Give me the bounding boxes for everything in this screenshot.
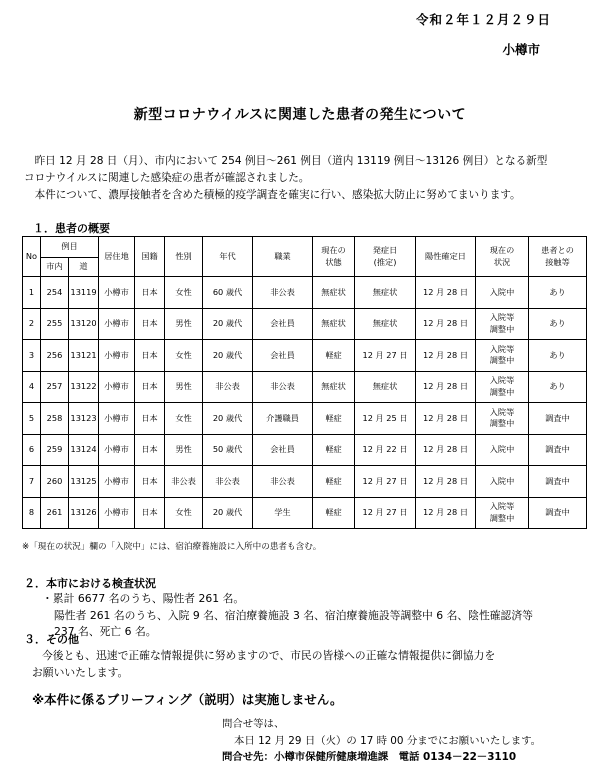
cell-situation [476,308,529,340]
contact-header-l1: 患者との [541,245,574,255]
cell-nationality: 日本 [135,497,165,529]
cell-status: 軽症 [313,340,355,372]
cell-no: 5 [23,403,41,435]
cell-confirmed: 12 月 28 日 [416,403,476,435]
col-header-no: No [23,237,41,277]
situation-line-1: 入院等 [489,406,515,417]
cell-age: 非公表 [203,371,253,403]
cell-no: 4 [23,371,41,403]
cell-pref-case: 13126 [69,497,99,529]
col-header-confirmed: 陽性確定日 [416,237,476,277]
cell-situation [476,466,529,498]
col-header-status [313,237,355,277]
other-line-2: お願いいたします。 [32,665,129,679]
table-row [23,308,587,340]
release-date: 令和２年１２月２９日 [415,12,551,27]
cell-sex: 非公表 [165,466,203,498]
col-header-onset [355,237,416,277]
cell-sex: 男性 [165,308,203,340]
cell-pref-case: 13123 [69,403,99,435]
cell-sex: 男性 [165,371,203,403]
cell-status: 無症状 [313,308,355,340]
cell-contact: 調査中 [529,497,587,529]
cell-no: 1 [23,277,41,309]
intro-paragraph [24,153,584,204]
cell-sex: 女性 [165,497,203,529]
col-header-contact [529,237,587,277]
cell-onset: 無症状 [355,277,416,309]
cell-onset: 12 月 25 日 [355,403,416,435]
col-header-sex: 性別 [165,237,203,277]
cell-sex: 女性 [165,403,203,435]
cell-city-case: 255 [41,308,69,340]
cell-age: 非公表 [203,466,253,498]
col-header-city-case: 市内 [41,258,69,277]
table-row [23,403,587,435]
situation-header-l2: 状況 [493,256,511,267]
status-header-l1: 現在の [321,245,346,255]
intro-line-2: コロナウイルスに関連した感染症の患者が確認されました。 [24,172,310,184]
col-header-situation [476,237,529,277]
table-row [23,434,587,466]
cell-pref-case: 13121 [69,340,99,372]
cell-residence: 小樽市 [99,277,135,309]
cell-onset: 12 月 27 日 [355,497,416,529]
cell-city-case: 258 [41,403,69,435]
cell-contact: 調査中 [529,466,587,498]
cell-pref-case: 13120 [69,308,99,340]
testing-line-1: ・累計 6677 名のうち、陽性者 261 名。 [42,592,245,605]
cell-occupation: 非公表 [253,277,313,309]
cell-sex: 女性 [165,340,203,372]
cell-sex: 女性 [165,277,203,309]
cell-age: 20 歳代 [203,403,253,435]
table-row [23,340,587,372]
cell-status: 無症状 [313,371,355,403]
cell-contact: あり [529,308,587,340]
cell-confirmed: 12 月 28 日 [416,371,476,403]
situation-line-1: 入院等 [489,501,515,512]
table-row [23,277,587,309]
cell-occupation: 介護職員 [253,403,313,435]
cell-status: 軽症 [313,466,355,498]
cell-onset: 12 月 22 日 [355,434,416,466]
cell-residence: 小樽市 [99,434,135,466]
cell-contact: 調査中 [529,403,587,435]
cell-residence: 小樽市 [99,497,135,529]
table-row [23,466,587,498]
issuer-city: 小樽市 [502,42,540,57]
cell-status: 軽症 [313,403,355,435]
cell-situation [476,497,529,529]
document-title: 新型コロナウイルスに関連した患者の発生について [133,107,467,123]
section-1-heading: １．患者の概要 [33,222,110,235]
cell-situation [476,277,529,309]
intro-line-1: 昨日 12 月 28 日（月）、市内において 254 例目～261 例目（道内 13119 例目～13126 例目）となる新型 [34,155,548,167]
cell-residence: 小樽市 [99,466,135,498]
briefing-notice: ※本件に係るブリーフィング（説明）は実施しません。 [32,692,343,707]
cell-age: 60 歳代 [203,277,253,309]
cell-no: 8 [23,497,41,529]
cell-contact: あり [529,371,587,403]
cell-nationality: 日本 [135,371,165,403]
section-2-heading: ２．本市における検査状況 [24,577,156,590]
cell-onset: 無症状 [355,371,416,403]
cell-occupation: 会社員 [253,340,313,372]
cell-contact: 調査中 [529,434,587,466]
cell-contact: あり [529,340,587,372]
col-header-pref-case: 道 [69,258,99,277]
cell-pref-case: 13122 [69,371,99,403]
cell-nationality: 日本 [135,466,165,498]
contact-line-1: 問合せ等は、 [222,718,285,730]
situation-line-2: 調整中 [489,512,515,523]
col-header-residence: 居住地 [99,237,135,277]
situation-line-1: 入院中 [489,475,515,486]
cell-confirmed: 12 月 28 日 [416,434,476,466]
cell-onset: 12 月 27 日 [355,466,416,498]
col-header-age: 年代 [203,237,253,277]
cell-city-case: 257 [41,371,69,403]
testing-status [30,591,533,641]
cell-confirmed: 12 月 28 日 [416,497,476,529]
situation-line-2: 調整中 [489,418,515,429]
col-header-case: 例目 [41,237,99,258]
cell-confirmed: 12 月 28 日 [416,466,476,498]
patient-table [22,236,587,529]
cell-no: 7 [23,466,41,498]
cell-occupation: 非公表 [253,371,313,403]
cell-nationality: 日本 [135,277,165,309]
cell-occupation: 会社員 [253,308,313,340]
situation-line-2: 調整中 [489,323,515,334]
other-line-1: 今後とも、迅速で正確な情報提供に努めますので、市民の皆様への正確な情報提供に御協力を [42,649,496,662]
cell-situation [476,434,529,466]
cell-city-case: 254 [41,277,69,309]
situation-line-1: 入院等 [489,312,515,323]
contact-header-l2: 接触等 [545,256,570,267]
cell-status: 軽症 [313,497,355,529]
cell-city-case: 261 [41,497,69,529]
cell-occupation: 会社員 [253,434,313,466]
cell-pref-case: 13125 [69,466,99,498]
cell-nationality: 日本 [135,434,165,466]
cell-situation [476,340,529,372]
col-header-nationality: 国籍 [135,237,165,277]
contact-line-3: 問合せ先：小樽市保健所健康増進課 電話 0134－22－3110 [222,751,517,763]
table-row [23,371,587,403]
cell-no: 6 [23,434,41,466]
cell-contact: あり [529,277,587,309]
cell-age: 20 歳代 [203,340,253,372]
intro-line-3: 本件について、濃厚接触者を含めた積極的疫学調査を確実に行い、感染拡大防止に努めてまいります。 [34,189,521,201]
cell-occupation: 非公表 [253,466,313,498]
contact-info [222,716,541,766]
situation-line-1: 入院等 [489,343,515,354]
cell-pref-case: 13119 [69,277,99,309]
onset-header-l1: 発症日 [372,245,398,255]
cell-onset: 12 月 27 日 [355,340,416,372]
situation-header-l1: 現在の [489,245,515,255]
testing-line-2: 陽性者 261 名のうち、入院 9 名、宿泊療養施設 3 名、宿泊療養施設等調整中 6 名、陰性確認済等 [54,608,533,622]
cell-situation [476,403,529,435]
cell-confirmed: 12 月 28 日 [416,340,476,372]
status-header-l2: 状態 [325,256,342,267]
cell-occupation: 学生 [253,497,313,529]
cell-onset: 無症状 [355,308,416,340]
cell-status: 無症状 [313,277,355,309]
cell-sex: 男性 [165,434,203,466]
cell-pref-case: 13124 [69,434,99,466]
col-header-occupation: 職業 [253,237,313,277]
testing-line-3: 237 名、死亡 6 名。 [54,625,157,638]
cell-residence: 小樽市 [99,371,135,403]
cell-no: 3 [23,340,41,372]
cell-age: 20 歳代 [203,497,253,529]
cell-city-case: 256 [41,340,69,372]
cell-nationality: 日本 [135,403,165,435]
cell-residence: 小樽市 [99,340,135,372]
cell-nationality: 日本 [135,308,165,340]
cell-city-case: 260 [41,466,69,498]
cell-nationality: 日本 [135,340,165,372]
situation-line-1: 入院中 [489,444,515,454]
cell-age: 50 歳代 [203,434,253,466]
cell-age: 20 歳代 [203,308,253,340]
cell-city-case: 259 [41,434,69,466]
table-note: ※「現在の状況」欄の「入院中」には、宿泊療養施設に入所中の患者も含む。 [22,542,322,552]
cell-situation [476,371,529,403]
cell-confirmed: 12 月 28 日 [416,277,476,309]
cell-confirmed: 12 月 28 日 [416,308,476,340]
situation-line-1: 入院中 [489,286,515,297]
situation-line-2: 調整中 [489,355,515,366]
situation-line-2: 調整中 [489,386,515,397]
cell-residence: 小樽市 [99,308,135,340]
table-row [23,497,587,529]
situation-line-1: 入院等 [489,375,515,386]
section-3-heading: ３．その他 [24,633,79,646]
cell-no: 2 [23,308,41,340]
contact-line-2: 本日 12 月 29 日（火）の 17 時 00 分までにお願いいたします。 [234,734,542,747]
onset-header-l2: (推定) [373,256,397,267]
cell-residence: 小樽市 [99,403,135,435]
other-info [20,648,590,681]
cell-status: 軽症 [313,434,355,466]
